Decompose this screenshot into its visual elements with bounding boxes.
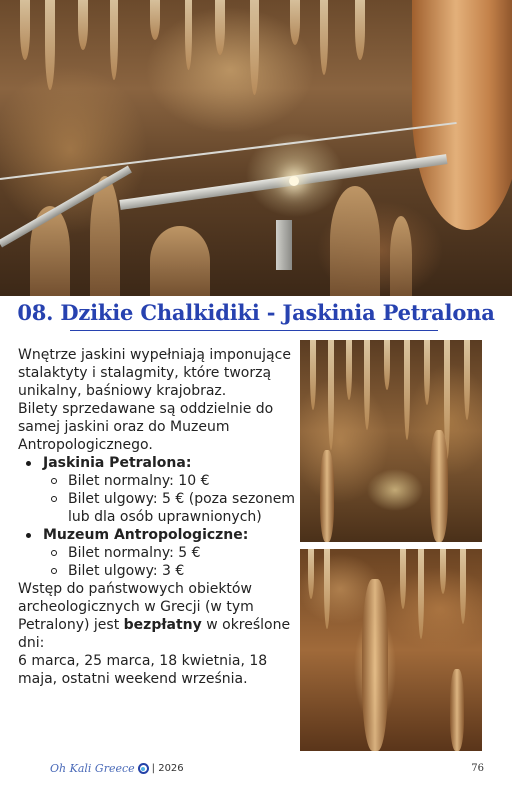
free-entry-dates: 6 marca, 25 marca, 18 kwietnia, 18 maja, ostatni weekend września. [18, 653, 268, 687]
list-item [18, 454, 298, 526]
section-heading: Muzeum Antropologiczne: [43, 527, 249, 543]
circle-bullet-icon [51, 478, 57, 484]
circle-bullet-icon [51, 568, 57, 574]
circle-bullet-icon [51, 550, 57, 556]
footer-brand [50, 762, 184, 775]
intro-paragraph: Wnętrze jaskini wypełniają imponujące stalaktyty i stalagmity, które tworzą unikalny, baśniowy krajobraz. [18, 347, 291, 399]
bullet-icon [26, 461, 31, 466]
price-item: Bilet ulgowy: 3 € [68, 563, 185, 579]
bullet-icon [26, 533, 31, 538]
tickets-note: Bilety sprzedawane są oddzielnie do samej jaskini oraz do Muzeum Antropologicznego. [18, 401, 274, 453]
price-item: Bilet normalny: 10 € [68, 473, 210, 489]
list-item [43, 490, 298, 526]
footer-year: | 2026 [151, 763, 184, 774]
free-entry-text: Wstęp do państwowych obiektów archeologicznych w Grecji (w tym Petralony) jest [18, 581, 254, 633]
list-item [43, 544, 298, 562]
price-item: Bilet normalny: 5 € [68, 545, 201, 561]
page-title: 08. Dzikie Chalkidiki - Jaskinia Petralona [17, 300, 495, 325]
evil-eye-icon [138, 763, 149, 774]
cave-photo-column [300, 549, 482, 751]
price-sublist [43, 544, 298, 580]
list-item [43, 562, 298, 580]
cave-photo-stalactites [300, 340, 482, 542]
price-item: Bilet ulgowy: 5 € (poza sezonem lub dla osób uprawnionych) [68, 491, 295, 525]
list-item [43, 472, 298, 490]
section-heading: Jaskinia Petralona: [43, 455, 192, 471]
page-number: 76 [471, 763, 484, 774]
list-item [18, 526, 298, 580]
free-entry-highlight: bezpłatny [123, 617, 202, 633]
hero-cave-photo [0, 0, 512, 296]
free-entry-paragraph [18, 580, 298, 652]
price-sublist [43, 472, 298, 526]
ticket-price-list [18, 454, 298, 580]
article-body [18, 346, 298, 688]
circle-bullet-icon [51, 496, 57, 502]
brand-signature: Oh Kali Greece [50, 762, 135, 775]
title-underline [70, 330, 438, 331]
free-entry-text-end: w określone dni: [18, 617, 291, 651]
